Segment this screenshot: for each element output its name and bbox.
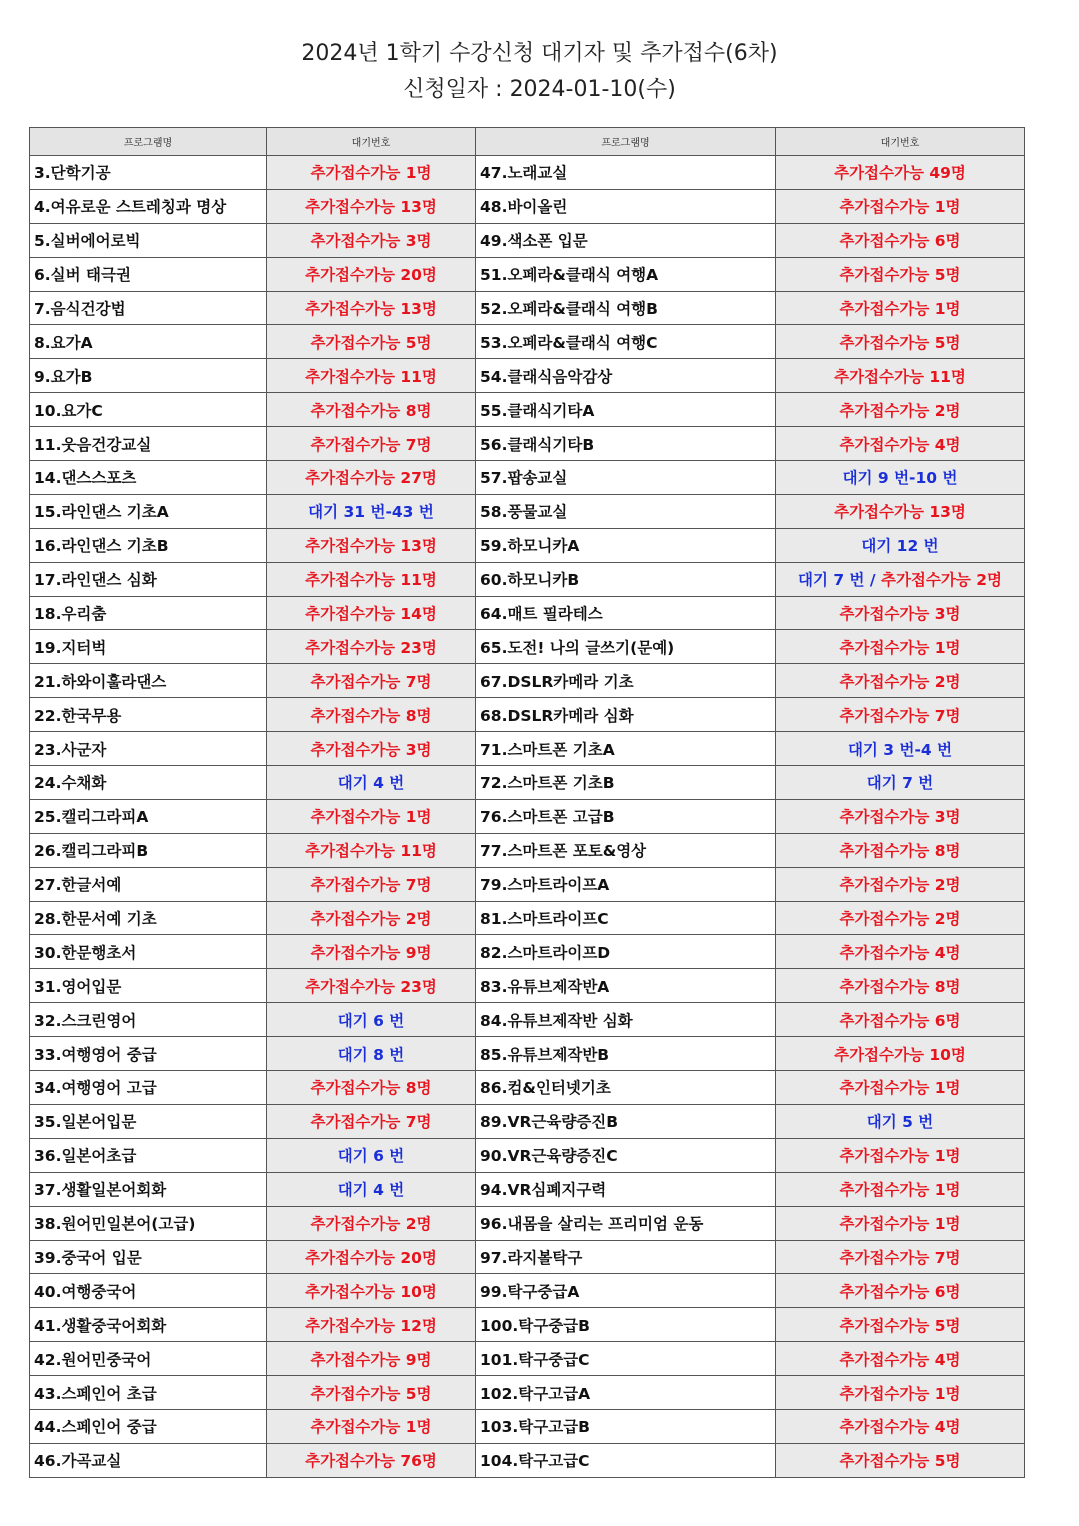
waitlist-status-cell: 추가접수가능 7명 <box>267 1104 476 1138</box>
waitlist-status-cell: 추가접수가능 10명 <box>267 1274 476 1308</box>
program-name-cell: 6.실버 태극권 <box>30 257 267 291</box>
waitlist-status-cell: 추가접수가능 1명 <box>776 1376 1025 1410</box>
table-row <box>30 664 1025 698</box>
table-row <box>30 732 1025 766</box>
waitlist-status-cell: 추가접수가능 5명 <box>776 1443 1025 1477</box>
waitlist-status-cell: 추가접수가능 23명 <box>267 969 476 1003</box>
program-name-cell: 56.클래식기타B <box>476 427 776 461</box>
program-name-cell: 38.원어민일본어(고급) <box>30 1206 267 1240</box>
table-row <box>30 1376 1025 1410</box>
waitlist-status-cell: 추가접수가능 8명 <box>776 833 1025 867</box>
waitlist-status-cell: 대기 12 번 <box>776 528 1025 562</box>
program-name-cell: 15.라인댄스 기초A <box>30 494 267 528</box>
waitlist-status-cell: 추가접수가능 4명 <box>776 427 1025 461</box>
program-name-cell: 49.색소폰 입문 <box>476 223 776 257</box>
program-name-cell: 7.음식건강법 <box>30 291 267 325</box>
table-row <box>30 156 1025 190</box>
program-name-cell: 67.DSLR카메라 기초 <box>476 664 776 698</box>
waitlist-status-cell: 추가접수가능 4명 <box>776 1342 1025 1376</box>
table-row <box>30 1206 1025 1240</box>
program-name-cell: 103.탁구고급B <box>476 1409 776 1443</box>
table-row <box>30 799 1025 833</box>
program-name-cell: 77.스마트폰 포토&영상 <box>476 833 776 867</box>
table-row <box>30 630 1025 664</box>
table-row <box>30 1037 1025 1071</box>
program-name-cell: 33.여행영어 중급 <box>30 1037 267 1071</box>
program-name-cell: 4.여유로운 스트레칭과 명상 <box>30 189 267 223</box>
program-name-cell: 39.중국어 입문 <box>30 1240 267 1274</box>
table-row <box>30 1003 1025 1037</box>
column-header-program: 프로그램명 <box>476 128 776 156</box>
program-name-cell: 28.한문서예 기초 <box>30 901 267 935</box>
program-name-cell: 32.스크린영어 <box>30 1003 267 1037</box>
program-name-cell: 3.단학기공 <box>30 156 267 190</box>
waitlist-status-cell: 추가접수가능 3명 <box>267 223 476 257</box>
table-row <box>30 1172 1025 1206</box>
waitlist-status-cell: 추가접수가능 2명 <box>776 393 1025 427</box>
waitlist-status-cell: 추가접수가능 1명 <box>776 630 1025 664</box>
waitlist-status-cell: 추가접수가능 7명 <box>776 1240 1025 1274</box>
column-header-program: 프로그램명 <box>30 128 267 156</box>
program-name-cell: 24.수채화 <box>30 766 267 800</box>
waitlist-status-cell: 추가접수가능 4명 <box>776 935 1025 969</box>
waitlist-status-cell: 추가접수가능 8명 <box>267 393 476 427</box>
waitlist-status-cell: 대기 5 번 <box>776 1104 1025 1138</box>
program-name-cell: 100.탁구중급B <box>476 1308 776 1342</box>
program-name-cell: 19.지터벅 <box>30 630 267 664</box>
table-row <box>30 1443 1025 1477</box>
program-name-cell: 43.스페인어 초급 <box>30 1376 267 1410</box>
program-name-cell: 31.영어입문 <box>30 969 267 1003</box>
program-name-cell: 101.탁구중급C <box>476 1342 776 1376</box>
waitlist-status-cell: 추가접수가능 4명 <box>776 1409 1025 1443</box>
waitlist-status-cell: 대기 6 번 <box>267 1138 476 1172</box>
program-name-cell: 17.라인댄스 심화 <box>30 562 267 596</box>
table-row <box>30 935 1025 969</box>
waitlist-status-cell: 추가접수가능 7명 <box>776 698 1025 732</box>
application-date: 신청일자 : 2024-01-10(수) <box>403 77 676 102</box>
program-name-cell: 72.스마트폰 기초B <box>476 766 776 800</box>
program-name-cell: 55.클래식기타A <box>476 393 776 427</box>
program-name-cell: 99.탁구중급A <box>476 1274 776 1308</box>
waitlist-status-cell: 추가접수가능 49명 <box>776 156 1025 190</box>
waitlist-status-cell: 추가접수가능 2명 <box>776 901 1025 935</box>
table-row <box>30 257 1025 291</box>
program-name-cell: 102.탁구고급A <box>476 1376 776 1410</box>
program-name-cell: 59.하모니카A <box>476 528 776 562</box>
program-name-cell: 81.스마트라이프C <box>476 901 776 935</box>
waitlist-status-cell: 추가접수가능 3명 <box>776 596 1025 630</box>
waitlist-status-cell: 추가접수가능 1명 <box>776 1071 1025 1105</box>
waitlist-status-cell: 추가접수가능 2명 <box>267 901 476 935</box>
program-name-cell: 46.가곡교실 <box>30 1443 267 1477</box>
program-name-cell: 104.탁구고급C <box>476 1443 776 1477</box>
program-name-cell: 83.유튜브제작반A <box>476 969 776 1003</box>
table-row <box>30 1342 1025 1376</box>
table-row <box>30 528 1025 562</box>
table-body <box>30 156 1025 1478</box>
table-row <box>30 562 1025 596</box>
table-row <box>30 698 1025 732</box>
program-name-cell: 41.생활중국어회화 <box>30 1308 267 1342</box>
program-name-cell: 57.팝송교실 <box>476 461 776 495</box>
column-header-waitlist: 대기번호 <box>267 128 476 156</box>
waitlist-status-cell: 추가접수가능 1명 <box>776 189 1025 223</box>
waitlist-status-cell: 추가접수가능 5명 <box>267 1376 476 1410</box>
program-name-cell: 85.유튜브제작반B <box>476 1037 776 1071</box>
waitlist-status-cell: 대기 31 번-43 번 <box>267 494 476 528</box>
waitlist-status-cell: 추가접수가능 2명 <box>267 1206 476 1240</box>
waitlist-status-cell: 추가접수가능 10명 <box>776 1037 1025 1071</box>
program-name-cell: 22.한국무용 <box>30 698 267 732</box>
table-row <box>30 1104 1025 1138</box>
program-name-cell: 84.유튜브제작반 심화 <box>476 1003 776 1037</box>
program-name-cell: 53.오페라&클래식 여행C <box>476 325 776 359</box>
program-name-cell: 26.캘리그라피B <box>30 833 267 867</box>
waitlist-status-cell: 추가접수가능 20명 <box>267 257 476 291</box>
program-name-cell: 96.내몸을 살리는 프리미엄 운동 <box>476 1206 776 1240</box>
waitlist-status-cell: 추가접수가능 8명 <box>267 1071 476 1105</box>
waitlist-status-cell: 추가접수가능 7명 <box>267 867 476 901</box>
table-row <box>30 1308 1025 1342</box>
table-row <box>30 427 1025 461</box>
waitlist-status-cell: 추가접수가능 8명 <box>267 698 476 732</box>
waitlist-status-cell: 추가접수가능 9명 <box>267 935 476 969</box>
program-name-cell: 90.VR근육량증진C <box>476 1138 776 1172</box>
waitlist-status-cell: 추가접수가능 13명 <box>776 494 1025 528</box>
waitlist-status-cell: 추가접수가능 3명 <box>776 799 1025 833</box>
waitlist-status-cell: 추가접수가능 8명 <box>776 969 1025 1003</box>
program-name-cell: 97.라지볼탁구 <box>476 1240 776 1274</box>
table-row <box>30 1071 1025 1105</box>
program-name-cell: 68.DSLR카메라 심화 <box>476 698 776 732</box>
table-row <box>30 833 1025 867</box>
waitlist-status-cell: 추가접수가능 13명 <box>267 291 476 325</box>
waitlist-status-cell: 추가접수가능 1명 <box>267 156 476 190</box>
waitlist-status-cell: 추가접수가능 7명 <box>267 664 476 698</box>
program-name-cell: 21.하와이훌라댄스 <box>30 664 267 698</box>
document-title: 2024년 1학기 수강신청 대기자 및 추가접수(6차) <box>301 41 778 66</box>
table-row <box>30 766 1025 800</box>
program-name-cell: 64.매트 필라테스 <box>476 596 776 630</box>
program-name-cell: 18.우리춤 <box>30 596 267 630</box>
waitlist-status-cell: 추가접수가능 5명 <box>776 1308 1025 1342</box>
waitlist-status-cell: 추가접수가능 7명 <box>267 427 476 461</box>
table-row <box>30 1240 1025 1274</box>
waitlist-status-cell: 추가접수가능 11명 <box>776 359 1025 393</box>
table-row <box>30 359 1025 393</box>
waitlist-status-cell: 대기 4 번 <box>267 1172 476 1206</box>
table-row <box>30 494 1025 528</box>
program-name-cell: 5.실버에어로빅 <box>30 223 267 257</box>
waitlist-status-cell: 추가접수가능 1명 <box>776 1206 1025 1240</box>
table-row <box>30 867 1025 901</box>
waitlist-number-text: 대기 7 번 / <box>798 571 881 590</box>
program-name-cell: 16.라인댄스 기초B <box>30 528 267 562</box>
waitlist-status-cell: 추가접수가능 11명 <box>267 833 476 867</box>
waitlist-status-cell: 추가접수가능 1명 <box>776 1172 1025 1206</box>
program-name-cell: 89.VR근육량증진B <box>476 1104 776 1138</box>
table-row <box>30 596 1025 630</box>
program-name-cell: 47.노래교실 <box>476 156 776 190</box>
table-row <box>30 461 1025 495</box>
waitlist-status-cell: 추가접수가능 2명 <box>776 867 1025 901</box>
program-name-cell: 79.스마트라이프A <box>476 867 776 901</box>
table-row <box>30 189 1025 223</box>
program-name-cell: 9.요가B <box>30 359 267 393</box>
program-name-cell: 48.바이올린 <box>476 189 776 223</box>
waitlist-status-cell: 대기 6 번 <box>267 1003 476 1037</box>
program-name-cell: 76.스마트폰 고급B <box>476 799 776 833</box>
column-header-waitlist: 대기번호 <box>776 128 1025 156</box>
program-name-cell: 34.여행영어 고급 <box>30 1071 267 1105</box>
program-name-cell: 14.댄스스포츠 <box>30 461 267 495</box>
program-name-cell: 52.오페라&클래식 여행B <box>476 291 776 325</box>
waitlist-status-cell: 추가접수가능 5명 <box>776 325 1025 359</box>
waitlist-status-cell: 추가접수가능 3명 <box>267 732 476 766</box>
waitlist-status-cell: 대기 7 번 <box>776 766 1025 800</box>
waitlist-status-cell: 추가접수가능 1명 <box>776 291 1025 325</box>
waitlist-status-cell: 추가접수가능 9명 <box>267 1342 476 1376</box>
waitlist-table <box>29 127 1025 1478</box>
program-name-cell: 60.하모니카B <box>476 562 776 596</box>
table-header-row <box>30 128 1025 156</box>
program-name-cell: 51.오페라&클래식 여행A <box>476 257 776 291</box>
waitlist-status-cell: 추가접수가능 5명 <box>776 257 1025 291</box>
waitlist-status-cell: 추가접수가능 13명 <box>267 528 476 562</box>
program-name-cell: 44.스페인어 중급 <box>30 1409 267 1443</box>
program-name-cell: 94.VR심폐지구력 <box>476 1172 776 1206</box>
waitlist-status-cell: 추가접수가능 20명 <box>267 1240 476 1274</box>
waitlist-status-cell: 추가접수가능 1명 <box>776 1138 1025 1172</box>
waitlist-status-cell: 추가접수가능 11명 <box>267 359 476 393</box>
table-row <box>30 1274 1025 1308</box>
program-name-cell: 30.한문행초서 <box>30 935 267 969</box>
program-name-cell: 23.사군자 <box>30 732 267 766</box>
waitlist-status-cell: 추가접수가능 23명 <box>267 630 476 664</box>
program-name-cell: 8.요가A <box>30 325 267 359</box>
program-name-cell: 27.한글서예 <box>30 867 267 901</box>
program-name-cell: 54.클래식음악감상 <box>476 359 776 393</box>
program-name-cell: 86.컴&인터넷기초 <box>476 1071 776 1105</box>
waitlist-status-cell: 대기 3 번-4 번 <box>776 732 1025 766</box>
program-name-cell: 36.일본어초급 <box>30 1138 267 1172</box>
program-name-cell: 25.캘리그라피A <box>30 799 267 833</box>
table-row <box>30 325 1025 359</box>
waitlist-status-cell: 추가접수가능 27명 <box>267 461 476 495</box>
program-name-cell: 82.스마트라이프D <box>476 935 776 969</box>
waitlist-status-cell: 추가접수가능 11명 <box>267 562 476 596</box>
waitlist-status-cell: 추가접수가능 76명 <box>267 1443 476 1477</box>
waitlist-status-cell: 추가접수가능 1명 <box>267 1409 476 1443</box>
program-name-cell: 37.생활일본어회화 <box>30 1172 267 1206</box>
waitlist-status-cell: 대기 8 번 <box>267 1037 476 1071</box>
waitlist-status-cell: 추가접수가능 6명 <box>776 223 1025 257</box>
table-row <box>30 291 1025 325</box>
additional-slots-text: 추가접수가능 2명 <box>880 571 1002 590</box>
waitlist-status-cell: 대기 4 번 <box>267 766 476 800</box>
waitlist-status-cell: 추가접수가능 14명 <box>267 596 476 630</box>
table-row <box>30 1409 1025 1443</box>
program-name-cell: 65.도전! 나의 글쓰기(문예) <box>476 630 776 664</box>
table-row <box>30 901 1025 935</box>
waitlist-status-cell: 추가접수가능 6명 <box>776 1003 1025 1037</box>
waitlist-status-cell: 추가접수가능 13명 <box>267 189 476 223</box>
waitlist-status-cell: 추가접수가능 5명 <box>267 325 476 359</box>
table-row <box>30 393 1025 427</box>
program-name-cell: 11.웃음건강교실 <box>30 427 267 461</box>
waitlist-status-cell: 대기 9 번-10 번 <box>776 461 1025 495</box>
program-name-cell: 71.스마트폰 기초A <box>476 732 776 766</box>
waitlist-status-cell: 추가접수가능 2명 <box>776 664 1025 698</box>
table-row <box>30 1138 1025 1172</box>
program-name-cell: 58.풍물교실 <box>476 494 776 528</box>
waitlist-status-cell: 추가접수가능 1명 <box>267 799 476 833</box>
table-row <box>30 969 1025 1003</box>
program-name-cell: 42.원어민중국어 <box>30 1342 267 1376</box>
waitlist-status-cell: 추가접수가능 12명 <box>267 1308 476 1342</box>
program-name-cell: 35.일본어입문 <box>30 1104 267 1138</box>
waitlist-status-cell <box>776 562 1025 596</box>
waitlist-status-cell: 추가접수가능 6명 <box>776 1274 1025 1308</box>
program-name-cell: 10.요가C <box>30 393 267 427</box>
table-row <box>30 223 1025 257</box>
program-name-cell: 40.여행중국어 <box>30 1274 267 1308</box>
